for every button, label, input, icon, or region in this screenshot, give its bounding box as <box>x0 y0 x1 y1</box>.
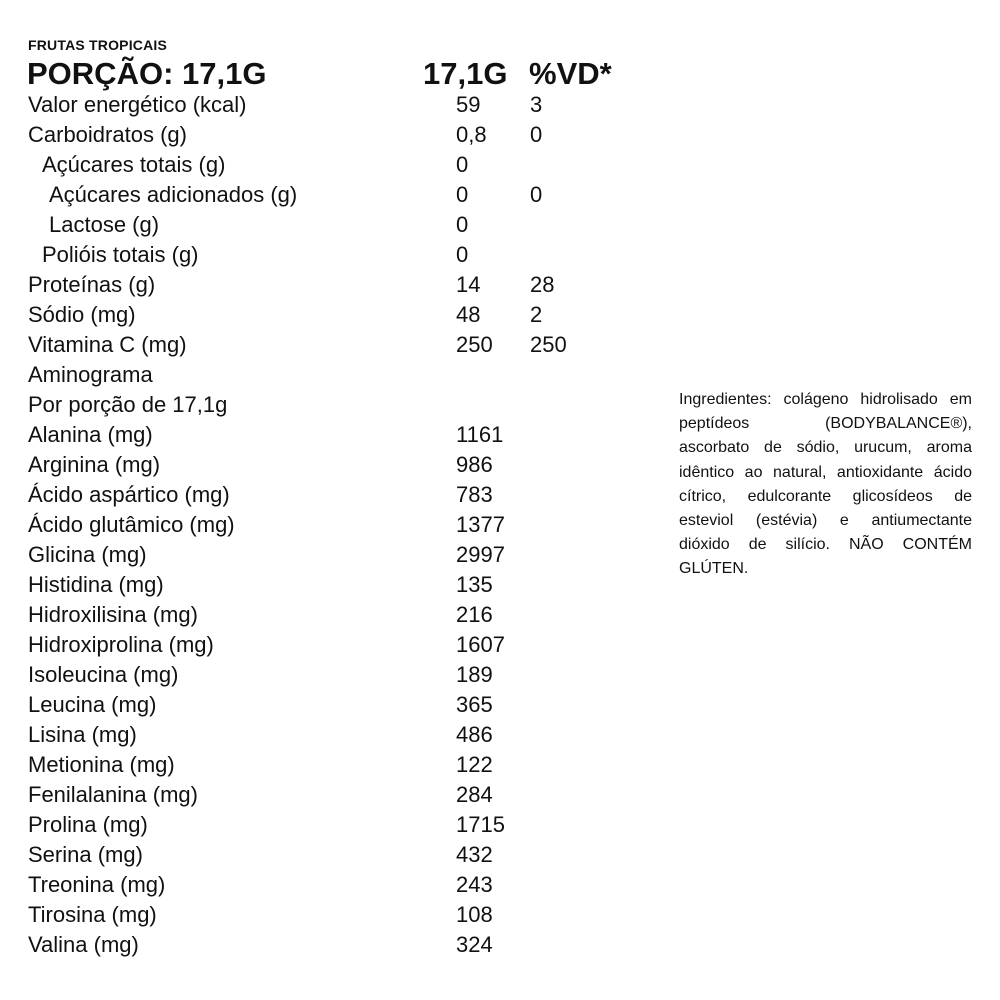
nutrient-quantity: 59 <box>456 92 481 117</box>
table-row <box>28 420 648 450</box>
flavor-name: FRUTAS TROPICAIS <box>28 37 168 53</box>
nutrient-label: Isoleucina (mg) <box>28 662 179 687</box>
table-row <box>28 450 648 480</box>
nutrient-quantity: 48 <box>456 302 481 327</box>
table-row <box>28 660 648 690</box>
table-row <box>28 180 648 210</box>
nutrient-daily-value: 3 <box>530 92 543 117</box>
nutrient-quantity: 135 <box>456 572 493 597</box>
table-row <box>28 480 648 510</box>
nutrient-label: Sódio (mg) <box>28 302 136 327</box>
nutrition-table <box>28 90 648 960</box>
table-row <box>28 360 648 390</box>
nutrient-quantity: 0 <box>456 212 469 237</box>
nutrient-quantity: 2997 <box>456 542 505 567</box>
nutrient-label: Ácido aspártico (mg) <box>28 482 230 507</box>
table-row <box>28 840 648 870</box>
nutrient-label: Hidroxilisina (mg) <box>28 602 198 627</box>
daily-value-column-header: %VD* <box>529 56 612 91</box>
table-row <box>28 900 648 930</box>
nutrient-quantity: 250 <box>456 332 493 357</box>
nutrient-label: Aminograma <box>28 362 153 387</box>
nutrient-quantity: 783 <box>456 482 493 507</box>
nutrient-label: Açúcares adicionados (g) <box>49 182 298 207</box>
table-row <box>28 150 648 180</box>
nutrient-quantity: 243 <box>456 872 493 897</box>
nutrient-quantity: 0 <box>456 152 469 177</box>
table-row <box>28 510 648 540</box>
table-row <box>28 270 648 300</box>
table-row <box>28 300 648 330</box>
table-row <box>28 570 648 600</box>
table-row <box>28 720 648 750</box>
nutrient-quantity: 0 <box>456 242 469 267</box>
table-row <box>28 870 648 900</box>
nutrient-label: Metionina (mg) <box>28 752 175 777</box>
table-row <box>28 750 648 780</box>
nutrient-quantity: 189 <box>456 662 493 687</box>
nutrient-quantity: 0,8 <box>456 122 487 147</box>
nutrient-label: Alanina (mg) <box>28 422 153 447</box>
table-row <box>28 240 648 270</box>
nutrient-quantity: 216 <box>456 602 493 627</box>
ingredients-text: Ingredientes: colágeno hidrolisado em peptídeos (BODYBALANCE®), ascorbato de sódio, urucum, aroma idêntico ao natural, antioxidante ácido cítrico, edulcorante glicosídeos de esteviol (estévia) e antiumectante dióxido de silício. NÃO CONTÉM GLÚTEN. <box>679 391 972 578</box>
table-row <box>28 600 648 630</box>
nutrient-quantity: 324 <box>456 932 493 957</box>
table-row <box>28 630 648 660</box>
nutrient-daily-value: 0 <box>530 122 543 147</box>
nutrient-label: Lactose (g) <box>49 212 160 237</box>
table-row <box>28 120 648 150</box>
nutrient-quantity: 1607 <box>456 632 505 657</box>
table-row <box>28 690 648 720</box>
nutrient-daily-value: 28 <box>530 272 555 297</box>
nutrient-label: Treonina (mg) <box>28 872 166 897</box>
nutrient-daily-value: 0 <box>530 182 543 207</box>
nutrient-label: Prolina (mg) <box>28 812 148 837</box>
nutrient-quantity: 1377 <box>456 512 505 537</box>
nutrient-quantity: 486 <box>456 722 493 747</box>
nutrient-label: Histidina (mg) <box>28 572 164 597</box>
nutrient-quantity: 0 <box>456 182 469 207</box>
table-row <box>28 540 648 570</box>
nutrient-quantity: 432 <box>456 842 493 867</box>
table-row <box>28 810 648 840</box>
table-row <box>28 390 648 420</box>
nutrient-label: Serina (mg) <box>28 842 143 867</box>
nutrient-label: Hidroxiprolina (mg) <box>28 632 214 657</box>
nutrient-quantity: 122 <box>456 752 493 777</box>
nutrient-daily-value: 250 <box>530 332 567 357</box>
nutrient-label: Leucina (mg) <box>28 692 157 717</box>
nutrient-label: Por porção de 17,1g <box>28 392 228 417</box>
nutrient-quantity: 284 <box>456 782 493 807</box>
nutrient-daily-value: 2 <box>530 302 543 327</box>
nutrient-label: Fenilalanina (mg) <box>28 782 198 807</box>
serving-title: PORÇÃO: 17,1G <box>27 56 267 91</box>
nutrient-label: Arginina (mg) <box>28 452 161 477</box>
nutrient-label: Lisina (mg) <box>28 722 137 747</box>
nutrient-quantity: 986 <box>456 452 493 477</box>
nutrient-label: Tirosina (mg) <box>28 902 157 927</box>
quantity-column-header: 17,1G <box>423 56 508 91</box>
nutrient-label: Ácido glutâmico (mg) <box>28 512 235 537</box>
nutrient-quantity: 365 <box>456 692 493 717</box>
table-row <box>28 90 648 120</box>
nutrient-quantity: 14 <box>456 272 481 297</box>
nutrient-label: Valor energético (kcal) <box>28 92 247 117</box>
nutrient-label: Glicina (mg) <box>28 542 147 567</box>
table-header <box>27 56 667 94</box>
nutrient-label: Carboidratos (g) <box>28 122 187 147</box>
table-row <box>28 780 648 810</box>
nutrient-label: Polióis totais (g) <box>42 242 199 267</box>
nutrient-label: Açúcares totais (g) <box>42 152 226 177</box>
table-row <box>28 330 648 360</box>
nutrient-quantity: 1161 <box>456 422 504 447</box>
nutrient-label: Proteínas (g) <box>28 272 156 297</box>
table-row <box>28 210 648 240</box>
nutrient-label: Valina (mg) <box>28 932 139 957</box>
nutrient-label: Vitamina C (mg) <box>28 332 187 357</box>
nutrient-quantity: 108 <box>456 902 493 927</box>
table-row <box>28 930 648 960</box>
nutrient-quantity: 1715 <box>456 812 505 837</box>
